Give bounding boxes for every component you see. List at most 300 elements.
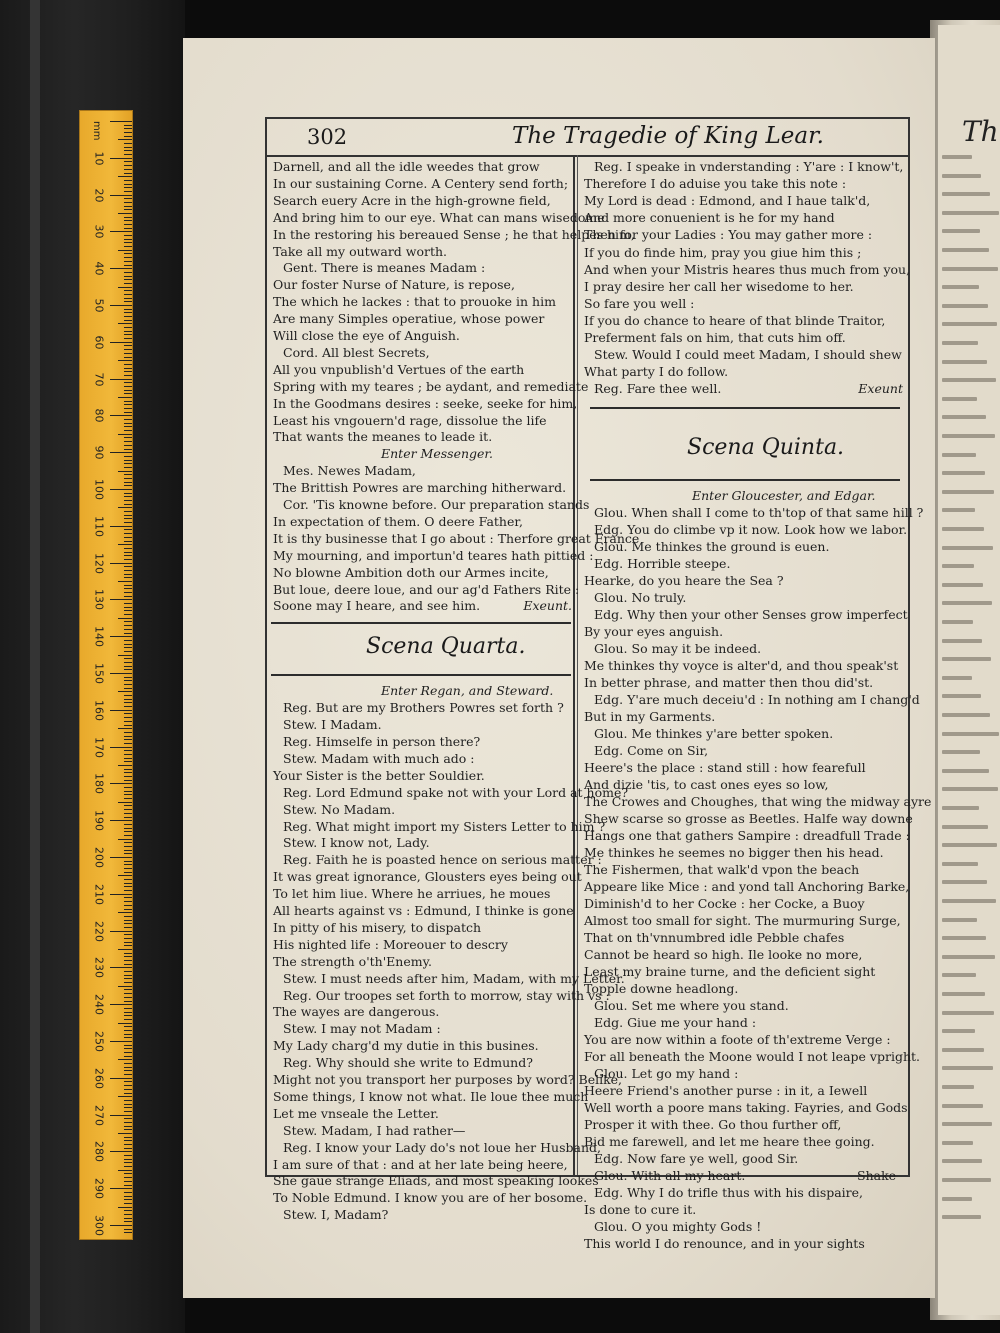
ruler-tick <box>124 920 132 921</box>
verse-line: Edg. You do climbe vp it now. Look how we labor. <box>594 522 908 538</box>
ruler-tick <box>118 949 132 950</box>
ruler-tick <box>124 982 132 983</box>
running-title: The Tragedie of King Lear. <box>512 123 824 149</box>
ruler-number: 130 <box>92 589 106 611</box>
ruler-tick <box>124 850 132 851</box>
facing-page-text-line <box>942 285 979 289</box>
ruler-tick <box>124 180 132 181</box>
verse-line: Bid me farewell, and let me heare thee going. <box>584 1134 875 1150</box>
exeunt-label: Exeunt <box>858 381 903 397</box>
verse-line: The wayes are dangerous. <box>273 1004 440 1020</box>
ruler-tick <box>124 552 132 553</box>
verse-line: Therefore I do aduise you take this note : <box>584 176 847 192</box>
ruler-tick <box>124 511 132 512</box>
verse-line: Some things, I know not what. Ile loue thee much <box>273 1088 589 1104</box>
facing-page-text-line <box>942 918 977 922</box>
verse-line: Me thinkes thy voyce is alter'd, and thou speak'st <box>584 658 899 674</box>
ruler-number: 180 <box>92 773 106 795</box>
ruler-tick <box>110 894 132 895</box>
ruler-tick <box>118 139 132 140</box>
ruler-tick <box>124 574 132 575</box>
ruler-tick <box>124 147 132 148</box>
ruler-tick <box>124 625 132 626</box>
facing-page-text-line <box>942 1085 974 1089</box>
verse-line: That on th'vnnumbred idle Pebble chafes <box>584 930 845 946</box>
facing-page-text-line <box>942 639 982 643</box>
catchword: Shake <box>857 1168 897 1183</box>
ruler-number: 80 <box>92 408 106 423</box>
ruler-tick <box>124 209 132 210</box>
ruler-tick <box>124 960 132 961</box>
ruler-tick <box>124 1093 132 1094</box>
ruler-tick <box>124 570 132 571</box>
ruler-tick <box>124 316 132 317</box>
verse-line: Stew. Madam with much ado : <box>283 750 475 766</box>
ruler-tick <box>124 1089 132 1090</box>
page-number: 302 <box>307 125 348 149</box>
facing-page-text-line <box>942 973 976 977</box>
facing-page-text-line <box>942 880 987 884</box>
ruler-tick <box>124 206 132 207</box>
ruler-tick <box>124 1008 132 1009</box>
facing-page-title: Th <box>962 115 999 148</box>
facing-page-text-line <box>942 1104 983 1108</box>
ruler-tick <box>110 415 132 416</box>
ruler-tick <box>124 1001 132 1002</box>
ruler-tick <box>124 279 132 280</box>
ruler-tick <box>118 507 132 508</box>
facing-page-text-line <box>942 787 998 791</box>
ruler-tick <box>124 942 132 943</box>
verse-line: Stew. Would I could meet Madam, I should shew <box>594 347 902 363</box>
facing-page-text-line <box>942 843 997 847</box>
stage-direction: Enter Regan, and Steward. <box>381 683 554 699</box>
scene-rule-bottom <box>271 674 571 676</box>
ruler-tick <box>118 360 132 361</box>
facing-page-text-line <box>942 434 995 438</box>
ruler-tick <box>124 1104 132 1105</box>
verse-line: Diminish'd to her Cocke : her Cocke, a Buoy <box>584 896 865 912</box>
verse-line: My mourning, and importun'd teares hath pittied : <box>273 547 594 563</box>
ruler-tick <box>124 750 132 751</box>
ruler-tick <box>124 320 132 321</box>
ruler-tick <box>124 1166 132 1167</box>
verse-line: Prosper it with thee. Go thou further off, <box>584 1117 842 1133</box>
facing-page-text-line <box>942 471 985 475</box>
ruler-tick <box>124 1185 132 1186</box>
verse-line: Stew. I Madam. <box>283 717 382 733</box>
ruler-tick <box>118 655 132 656</box>
ruler-tick <box>124 334 132 335</box>
facing-page-text-line <box>942 769 989 773</box>
ruler-tick <box>124 353 132 354</box>
ruler-tick <box>124 614 132 615</box>
ruler-tick <box>118 912 132 913</box>
ruler-tick <box>110 857 132 858</box>
verse-line: Edg. Come on Sir, <box>594 743 709 759</box>
ruler-number: 170 <box>92 736 106 758</box>
scene-heading: Scena Quinta. <box>687 435 845 461</box>
facing-page-text-line <box>942 955 995 959</box>
ruler-tick <box>110 1041 132 1042</box>
verse-line: Reg. I speake in vnderstanding : Y'are : I know't, <box>594 159 904 174</box>
ruler-tick <box>124 1162 132 1163</box>
ruler-tick <box>124 500 132 501</box>
ruler-tick <box>124 662 132 663</box>
verse-line: Least his vngouern'd rage, dissolue the life <box>273 412 547 428</box>
facing-page-text-line <box>942 490 994 494</box>
ruler-tick <box>118 765 132 766</box>
ruler-tick <box>124 780 132 781</box>
ruler-tick <box>124 695 132 696</box>
ruler-tick <box>110 1225 132 1226</box>
verse-line: Glou. No truly. <box>594 590 687 606</box>
measuring-ruler <box>79 110 133 1240</box>
facing-page-text-line <box>942 1178 991 1182</box>
ruler-tick <box>124 257 132 258</box>
verse-line: Reg. Our troopes set forth to morrow, stay with vs : <box>283 987 610 1003</box>
ruler-tick <box>110 231 132 232</box>
facing-page-text-line <box>942 1122 992 1126</box>
ruler-tick <box>124 927 132 928</box>
running-head <box>267 119 908 157</box>
facing-page-text-line <box>942 601 992 605</box>
verse-line: Reg. Himselfe in person there? <box>283 734 481 749</box>
ruler-tick <box>124 717 132 718</box>
ruler-tick <box>124 386 132 387</box>
ruler-tick <box>124 1052 132 1053</box>
ruler-tick <box>118 618 132 619</box>
facing-page-text-line <box>942 341 978 345</box>
ruler-tick <box>124 349 132 350</box>
ruler-tick <box>118 250 132 251</box>
ruler-tick <box>124 596 132 597</box>
facing-page-text-line <box>942 564 974 568</box>
ruler-tick <box>124 721 132 722</box>
facing-page-text-line <box>942 453 976 457</box>
ruler-number: 10 <box>92 151 106 166</box>
ruler-tick <box>124 187 132 188</box>
ruler-tick <box>124 485 132 486</box>
verse-line: Reg. What might import my Sisters Letter to him ? <box>283 818 606 834</box>
ruler-tick <box>124 522 132 523</box>
ruler-tick <box>124 702 132 703</box>
ruler-tick <box>110 379 132 380</box>
ruler-tick <box>124 978 132 979</box>
facing-page-text-line <box>942 248 989 252</box>
ruler-tick <box>124 1070 132 1071</box>
ruler-tick <box>124 132 132 133</box>
ruler-number: 110 <box>92 515 106 537</box>
ruler-number: 50 <box>92 298 106 313</box>
ruler-tick <box>124 1034 132 1035</box>
ruler-tick <box>124 338 132 339</box>
ruler-tick <box>124 242 132 243</box>
facing-page-text-line <box>942 155 972 159</box>
ruler-tick <box>124 872 132 873</box>
ruler-number: 160 <box>92 699 106 721</box>
verse-line: Stew. Madam, I had rather— <box>283 1122 466 1138</box>
ruler-number: 270 <box>92 1104 106 1126</box>
verse-line: In the restoring his bereaued Sense ; he that helpes him, <box>273 226 635 242</box>
verse-line: You are now within a foote of th'extreme Verge : <box>584 1032 891 1048</box>
ruler-tick <box>124 357 132 358</box>
ruler-tick <box>124 364 132 365</box>
scene-rule-bottom <box>590 479 900 481</box>
verse-line: I am sure of that : and at her late being heere, <box>273 1156 568 1172</box>
ruler-tick <box>124 964 132 965</box>
verse-line: Glou. With all my heart. <box>594 1168 746 1184</box>
ruler-tick <box>118 213 132 214</box>
ruler-tick <box>124 393 132 394</box>
ruler-tick <box>124 504 132 505</box>
verse-line: So fare you well : <box>584 295 695 311</box>
verse-line: If you do chance to heare of that blinde Traitor, <box>584 312 886 328</box>
verse-line: Stew. I may not Madam : <box>283 1021 441 1037</box>
verse-line: The which he lackes : that to prouoke in him <box>273 294 556 310</box>
ruler-tick <box>124 401 132 402</box>
facing-page-fragment <box>938 25 1000 1315</box>
ruler-tick <box>124 404 132 405</box>
ruler-tick <box>124 265 132 266</box>
ruler-tick <box>124 309 132 310</box>
ruler-tick <box>124 886 132 887</box>
verse-line: And more conuenient is he for my hand <box>584 210 835 226</box>
facing-page-text-line <box>942 1197 972 1201</box>
verse-line: For all beneath the Moone would I not leape vpright. <box>584 1049 920 1065</box>
ruler-tick <box>124 430 132 431</box>
verse-line: Reg. But are my Brothers Powres set forth ? <box>283 700 564 716</box>
ruler-tick <box>124 533 132 534</box>
ruler-tick <box>124 585 132 586</box>
ruler-number: 40 <box>92 261 106 276</box>
ruler-tick <box>110 1004 132 1005</box>
ruler-tick <box>118 471 132 472</box>
ruler-tick <box>110 783 132 784</box>
facing-page-text-line <box>942 676 972 680</box>
verse-line: Stew. I must needs after him, Madam, with my Letter. <box>283 970 625 986</box>
ruler-tick <box>118 1096 132 1097</box>
ruler-tick <box>118 875 132 876</box>
verse-line: Stew. No Madam. <box>283 801 396 817</box>
ruler-tick <box>124 298 132 299</box>
ruler-tick <box>124 828 132 829</box>
ruler-tick <box>110 1151 132 1152</box>
facing-page-text-line <box>942 527 984 531</box>
ruler-tick <box>110 121 132 122</box>
ruler-tick <box>124 633 132 634</box>
ruler-tick <box>124 128 132 129</box>
ruler-tick <box>124 1122 132 1123</box>
verse-line: Cor. 'Tis knowne before. Our preparation stands <box>283 497 590 512</box>
ruler-tick <box>124 1037 132 1038</box>
facing-page-text-line <box>942 267 998 271</box>
ruler-tick <box>124 290 132 291</box>
ruler-tick <box>118 986 132 987</box>
ruler-tick <box>110 1115 132 1116</box>
verse-line: Heere's the place : stand still : how fearefull <box>584 760 866 776</box>
ruler-tick <box>124 713 132 714</box>
verse-line: Preferment fals on him, that cuts him off. <box>584 330 846 345</box>
ruler-tick <box>124 1210 132 1211</box>
verse-line: Well worth a poore mans taking. Fayries, and Gods <box>584 1100 908 1116</box>
ruler-tick <box>118 839 132 840</box>
ruler-tick <box>124 1159 132 1160</box>
facing-page-text-line <box>942 713 990 717</box>
verse-line: It is thy businesse that I go about : Therfore great France <box>273 530 640 546</box>
verse-line: The strength o'th'Enemy. <box>273 953 432 969</box>
ruler-number: 190 <box>92 810 106 832</box>
ruler-number: 300 <box>92 1215 106 1236</box>
ruler-tick <box>124 864 132 865</box>
verse-line: All hearts against vs : Edmund, I thinke is gone <box>273 903 574 918</box>
verse-line: Glou. Me thinkes the ground is euen. <box>594 539 830 555</box>
scene-heading: Scena Quarta. <box>366 634 526 660</box>
ruler-number: 30 <box>92 224 106 239</box>
verse-line: In the Goodmans desires : seeke, seeke for him, <box>273 395 578 411</box>
ruler-tick <box>124 993 132 994</box>
verse-line: By your eyes anguish. <box>584 624 724 640</box>
ruler-tick <box>124 482 132 483</box>
ruler-tick <box>118 1207 132 1208</box>
verse-line: Your Sister is the better Souldier. <box>273 767 485 783</box>
ruler-tick <box>124 1012 132 1013</box>
ruler-tick <box>124 901 132 902</box>
ruler-number: 200 <box>92 847 106 868</box>
facing-page-text-line <box>942 657 991 661</box>
ruler-tick <box>124 224 132 225</box>
verse-line: Appeare like Mice : and yond tall Anchoring Barke, <box>584 879 910 895</box>
ruler-tick <box>124 1214 132 1215</box>
ruler-tick <box>110 599 132 600</box>
ruler-tick <box>124 1026 132 1027</box>
verse-line: No blowne Ambition doth our Armes incite, <box>273 564 549 580</box>
ruler-tick <box>124 680 132 681</box>
verse-line: But loue, deere loue, and our ag'd Fathers Rite : <box>273 581 580 597</box>
ruler-tick <box>124 423 132 424</box>
ruler-tick <box>124 1221 132 1222</box>
verse-line: That wants the meanes to leade it. <box>273 429 493 445</box>
verse-line: The Crowes and Choughes, that wing the midway ayre <box>584 794 932 810</box>
ruler-tick <box>124 555 132 556</box>
ruler-tick <box>124 437 132 438</box>
ruler-tick <box>124 220 132 221</box>
ruler-tick <box>118 434 132 435</box>
ruler-tick <box>124 1048 132 1049</box>
ruler-tick <box>124 938 132 939</box>
ruler-tick <box>124 989 132 990</box>
ruler-tick <box>124 1199 132 1200</box>
facing-page-text-line <box>942 1048 984 1052</box>
ruler-tick <box>118 544 132 545</box>
verse-line: If you do finde him, pray you giue him this ; <box>584 244 862 260</box>
ruler-tick <box>124 1218 132 1219</box>
ruler-tick <box>124 390 132 391</box>
ruler-tick <box>124 1126 132 1127</box>
ruler-tick <box>124 1100 132 1101</box>
verse-line: And dizie 'tis, to cast ones eyes so low, <box>584 777 829 793</box>
verse-line: Heere Friend's another purse : in it, a Iewell <box>584 1083 868 1099</box>
ruler-number: 70 <box>92 372 106 387</box>
ruler-tick <box>124 529 132 530</box>
facing-page-text-line <box>942 546 993 550</box>
ruler-tick <box>124 725 132 726</box>
facing-page-text-line <box>942 174 981 178</box>
ruler-tick <box>124 235 132 236</box>
facing-page-text-line <box>942 732 999 736</box>
ruler-tick <box>124 971 132 972</box>
ruler-number: 220 <box>92 920 106 942</box>
ruler-number: 20 <box>92 188 106 203</box>
ruler-tick <box>124 548 132 549</box>
ruler-tick <box>118 287 132 288</box>
verse-line: Search euery Acre in the high-growne field, <box>273 192 551 208</box>
facing-page-text-line <box>942 936 986 940</box>
ruler-tick <box>118 1133 132 1134</box>
ruler-tick <box>124 736 132 737</box>
ruler-tick <box>110 747 132 748</box>
ruler-tick <box>124 1173 132 1174</box>
binding-edge <box>30 0 40 1333</box>
ruler-tick <box>124 456 132 457</box>
ruler-tick <box>124 651 132 652</box>
verse-line: Then for your Ladies : You may gather more : <box>584 227 873 243</box>
ruler-tick <box>110 931 132 932</box>
verse-line: Stew. I, Madam? <box>283 1207 389 1223</box>
ruler-tick <box>124 1085 132 1086</box>
verse-line: And bring him to our eye. What can mans wisedome <box>273 209 605 225</box>
verse-line: Cannot be heard so high. Ile looke no more, <box>584 947 863 963</box>
verse-line: In expectation of them. O deere Father, <box>273 513 523 529</box>
facing-page-text-line <box>942 304 988 308</box>
ruler-tick <box>124 853 132 854</box>
verse-line: To Noble Edmund. I know you are of her bosome. <box>273 1190 588 1206</box>
verse-line: Might not you transport her purposes by word? Belike, <box>273 1072 623 1087</box>
verse-line: To let him liue. Where he arriues, he moues <box>273 886 551 902</box>
facing-page-text-line <box>942 1141 973 1145</box>
verse-line: Reg. Lord Edmund spake not with your Lord at home? <box>283 784 629 800</box>
verse-line: This world I do renounce, and in your sights <box>584 1236 865 1252</box>
ruler-tick <box>124 607 132 608</box>
verse-line: Glou. O you mighty Gods ! <box>594 1219 762 1235</box>
ruler-tick <box>118 581 132 582</box>
ruler-tick <box>124 1232 132 1233</box>
ruler-tick <box>124 1030 132 1031</box>
ruler-number: 290 <box>92 1178 106 1200</box>
ruler-tick <box>124 761 132 762</box>
right-column <box>582 158 932 1252</box>
stage-direction: Enter Messenger. <box>381 446 493 462</box>
verse-line: Hangs one that gathers Sampire : dreadfull Trade : <box>584 828 910 844</box>
ruler-tick <box>124 805 132 806</box>
verse-line: My Lady charg'd my dutie in this busines. <box>273 1038 539 1054</box>
facing-page-text-line <box>942 397 977 401</box>
ruler-tick <box>124 846 132 847</box>
ruler-tick <box>110 563 132 564</box>
facing-page-text-line <box>942 620 973 624</box>
verse-line: Topple downe headlong. <box>584 981 739 997</box>
ruler-tick <box>110 195 132 196</box>
ruler-tick <box>124 732 132 733</box>
ruler-tick <box>124 294 132 295</box>
ruler-tick <box>124 629 132 630</box>
verse-line: The Brittish Powres are marching hitherward. <box>273 480 567 496</box>
ruler-tick <box>124 706 132 707</box>
ruler-tick <box>124 217 132 218</box>
ruler-tick <box>124 276 132 277</box>
verse-line: His nighted life : Moreouer to descry <box>273 936 508 952</box>
ruler-tick <box>124 246 132 247</box>
